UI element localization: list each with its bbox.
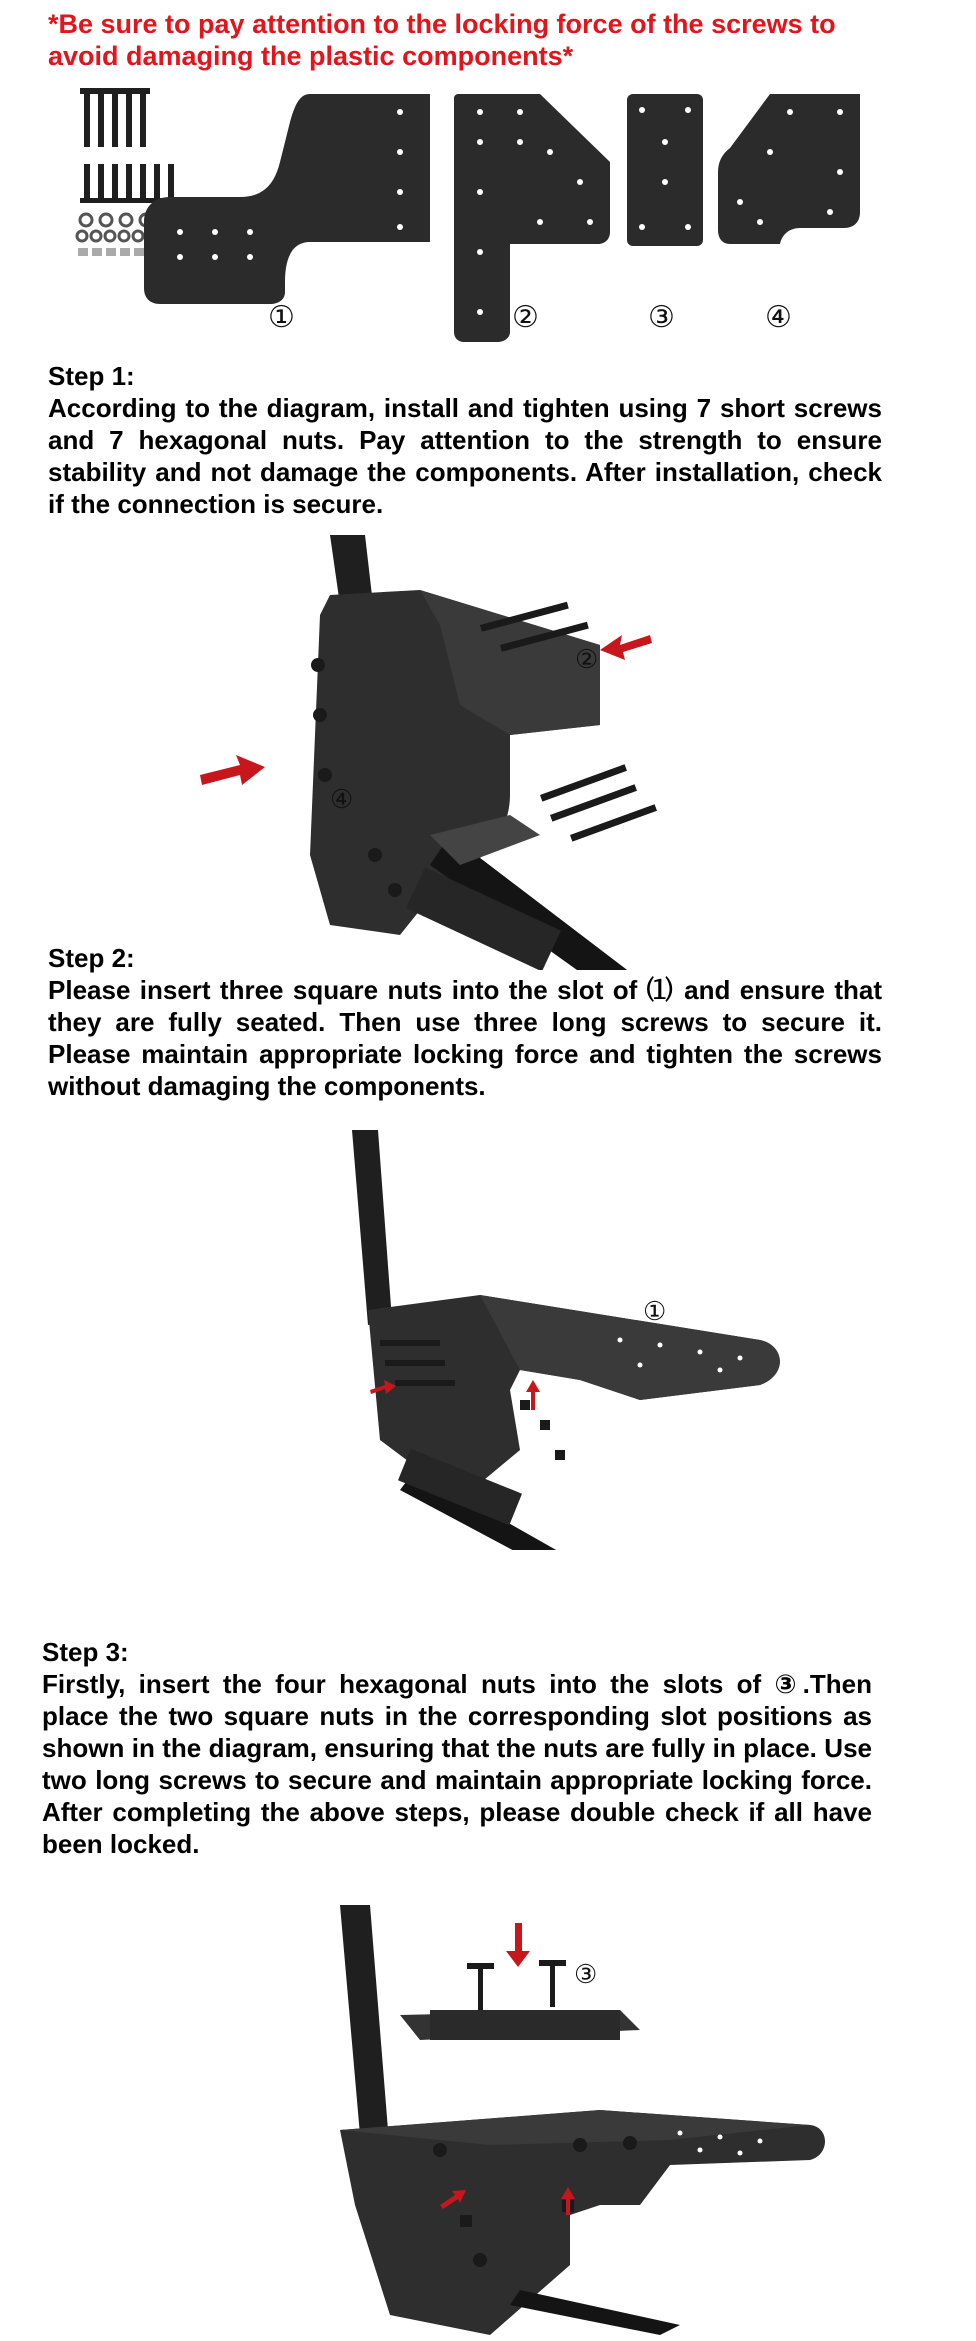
arrow-right-icon [200, 755, 265, 785]
step-2 [48, 942, 882, 1102]
part-label-1: ① [268, 300, 295, 335]
step-1-title: Step 1: [48, 361, 135, 391]
part-label-3: ③ [648, 300, 675, 335]
step-3-label-part-3: ③ [574, 1960, 598, 1990]
step-2-label-part-1: ① [643, 1297, 667, 1327]
arrow-left-icon [600, 635, 652, 660]
warning-text: *Be sure to pay attention to the locking force of the screws to avoid damaging the plastic components* [48, 9, 836, 71]
step-2-body: Please insert three square nuts into the slot of ⑴ and ensure that they are fully seated. Then use three long screws to secure it. Please maintain appropriate locking force and tighten the screws without damaging the components. [48, 975, 882, 1101]
part-1-plate [144, 94, 430, 304]
part-label-4: ④ [765, 300, 792, 335]
step-3-body: Firstly, insert the four hexagonal nuts into the slots of ③.Then place the two square nuts in the corresponding slot positions as shown in the diagram, ensuring that the nuts are fully in place. Use two long screws to secure and maintain appropriate locking force. After completing the above steps, please double check if all have been locked. [42, 1669, 872, 1859]
hardware-kit-icon [80, 88, 178, 203]
step-1 [48, 360, 882, 520]
part-3-plate [627, 94, 703, 246]
arrow-down-icon [506, 1923, 530, 1967]
step-3-title: Step 3: [42, 1637, 129, 1667]
step-2-title: Step 2: [48, 943, 135, 973]
step-1-label-part-2: ② [575, 645, 599, 675]
step-1-diagram [180, 535, 700, 970]
step-2-diagram [340, 1130, 820, 1550]
part-4-plate [718, 94, 860, 244]
part-label-2: ② [512, 300, 539, 335]
step-1-body: According to the diagram, install and tighten using 7 short screws and 7 hexagonal nuts. Pay attention to the strength to ensure stability and not damage the components. After installation, check if the connection is secure. [48, 393, 882, 519]
step-1-label-part-4: ④ [330, 785, 354, 815]
step-3 [42, 1636, 872, 1860]
